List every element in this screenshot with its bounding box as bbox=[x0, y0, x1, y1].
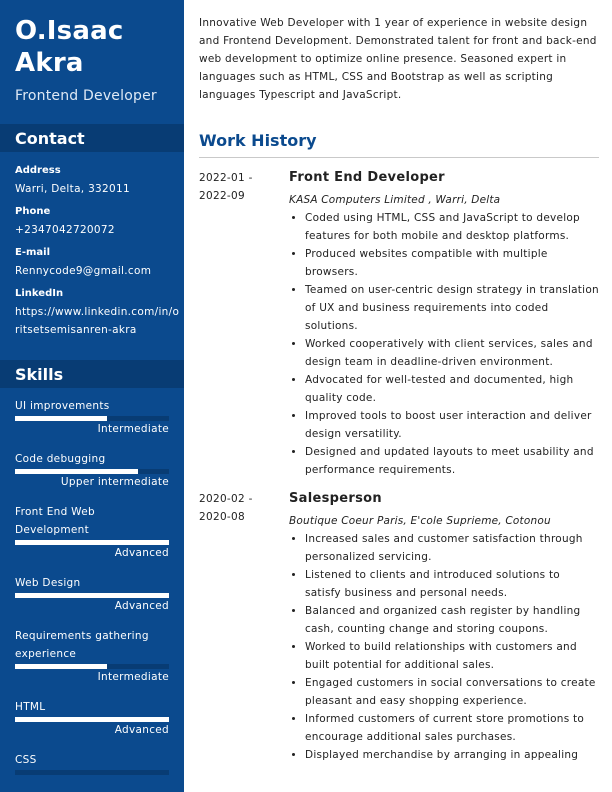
skill-bar bbox=[15, 593, 169, 598]
job-title: Salesperson bbox=[289, 491, 382, 506]
skill-bar bbox=[15, 416, 169, 421]
contact-section-header bbox=[0, 124, 184, 152]
skill-item bbox=[15, 698, 169, 736]
job-bullet: • Produced websites compatible with multiple browsers. bbox=[305, 245, 599, 281]
job-date-end: 2020-08 bbox=[199, 511, 245, 523]
skill-bar bbox=[15, 770, 169, 775]
email-label: E-mail bbox=[15, 247, 51, 258]
work-history-heading: Work History bbox=[199, 131, 317, 150]
address-value: Warri, Delta, 332011 bbox=[15, 183, 130, 195]
job-company: Boutique Coeur Paris, E'cole Supriemе, Cotonou bbox=[289, 515, 551, 527]
job-date-end: 2022-09 bbox=[199, 190, 245, 202]
skill-bar bbox=[15, 540, 169, 545]
skill-bar-fill bbox=[15, 540, 169, 545]
skill-bar-fill bbox=[15, 717, 169, 722]
job-bullet: • Balanced and organized cash register by handling cash, counting change and storing coupons. bbox=[305, 602, 599, 638]
skill-name: Web Design bbox=[15, 577, 81, 589]
skill-item bbox=[15, 751, 169, 775]
job-bullet: • Improved tools to boost user interaction and deliver design versatility. bbox=[305, 407, 599, 443]
skill-name: UI improvements bbox=[15, 400, 110, 412]
skill-name: HTML bbox=[15, 701, 46, 713]
candidate-name: O.Isaac Akra bbox=[15, 16, 124, 78]
skill-level: Advanced bbox=[114, 547, 169, 559]
skill-bar-fill bbox=[15, 593, 169, 598]
skill-name: Requirements gathering experience bbox=[15, 630, 149, 660]
email-value[interactable]: Rennycode9@gmail.com bbox=[15, 265, 152, 277]
linkedin-label: LinkedIn bbox=[15, 288, 64, 299]
skill-name: CSS bbox=[15, 754, 37, 766]
linkedin-link[interactable]: https://www.linkedin.com/in/oritsetsemisanren-akra bbox=[15, 306, 180, 336]
skill-item bbox=[15, 627, 169, 683]
job-dates bbox=[199, 169, 279, 205]
skill-name: Front End Web Development bbox=[15, 506, 95, 536]
skill-level: Advanced bbox=[114, 600, 169, 612]
job-bullet: • Informed customers of current store promotions to encourage additional sales purchases. bbox=[305, 710, 599, 746]
job-dates bbox=[199, 490, 279, 526]
skill-level: Intermediate bbox=[97, 671, 169, 683]
job-bullet: • Teamed on user-centric design strategy in translation of UX and business requirements into coded solutions. bbox=[305, 281, 599, 335]
job-bullet: • Worked cooperatively with client services, sales and design team in deadline-driven environment. bbox=[305, 335, 599, 371]
job-bullet: • Coded using HTML, CSS and JavaScript to develop features for both mobile and desktop platforms. bbox=[305, 209, 599, 245]
skills-section-header bbox=[0, 360, 184, 388]
job-bullet: • Designed and updated layouts to meet usability and performance requirements. bbox=[305, 443, 599, 479]
job-bullet: • Engaged customers in social conversations to create pleasant and easy shopping experience. bbox=[305, 674, 599, 710]
job-company: KASA Computers Limited , Warri, Delta bbox=[289, 194, 501, 206]
job-bullet: • Increased sales and customer satisfaction through personalized servicing. bbox=[305, 530, 599, 566]
candidate-title: Frontend Developer bbox=[15, 88, 157, 104]
job-bullets bbox=[289, 209, 599, 479]
section-divider bbox=[199, 157, 599, 158]
skill-item bbox=[15, 574, 169, 612]
job-details bbox=[289, 490, 599, 764]
job-bullets bbox=[289, 530, 599, 764]
phone-value[interactable]: +2347042720072 bbox=[15, 224, 115, 236]
professional-summary: Innovative Web Developer with 1 year of experience in website design and Frontend Development. Demonstrated talent for front and back-end web development to optimize online presence. Seasoned expert in languages such as HTML, CSS and Bootstrap as well as scripting languages Typescript and JavaScript. bbox=[199, 17, 597, 101]
skill-bar-fill bbox=[15, 469, 138, 474]
skill-item bbox=[15, 450, 169, 488]
skill-level: Upper intermediate bbox=[60, 476, 169, 488]
job-date-start: 2022-01 - bbox=[199, 172, 253, 184]
skills-heading: Skills bbox=[15, 365, 64, 384]
job-date-start: 2020-02 - bbox=[199, 493, 253, 505]
skill-item bbox=[15, 503, 169, 559]
job-bullet: • Advocated for well-tested and documented, high quality code. bbox=[305, 371, 599, 407]
job-details bbox=[289, 169, 599, 479]
skill-item bbox=[15, 397, 169, 435]
address-label: Address bbox=[15, 165, 61, 176]
phone-label: Phone bbox=[15, 206, 51, 217]
contact-heading: Contact bbox=[15, 129, 85, 148]
skill-bar bbox=[15, 469, 169, 474]
job-bullet: • Displayed merchandise by arranging in appealing bbox=[305, 746, 599, 764]
job-title: Front End Developer bbox=[289, 170, 445, 185]
skill-bar bbox=[15, 664, 169, 669]
skill-level: Advanced bbox=[114, 724, 169, 736]
skill-level: Intermediate bbox=[97, 423, 169, 435]
job-bullet: • Worked to build relationships with customers and built potential for additional sales. bbox=[305, 638, 599, 674]
skill-bar-fill bbox=[15, 416, 107, 421]
skill-bar-fill bbox=[15, 664, 107, 669]
job-bullet: • Listened to clients and introduced solutions to satisfy business and personal needs. bbox=[305, 566, 599, 602]
sidebar bbox=[0, 0, 184, 792]
skill-bar bbox=[15, 717, 169, 722]
skill-name: Code debugging bbox=[15, 453, 106, 465]
